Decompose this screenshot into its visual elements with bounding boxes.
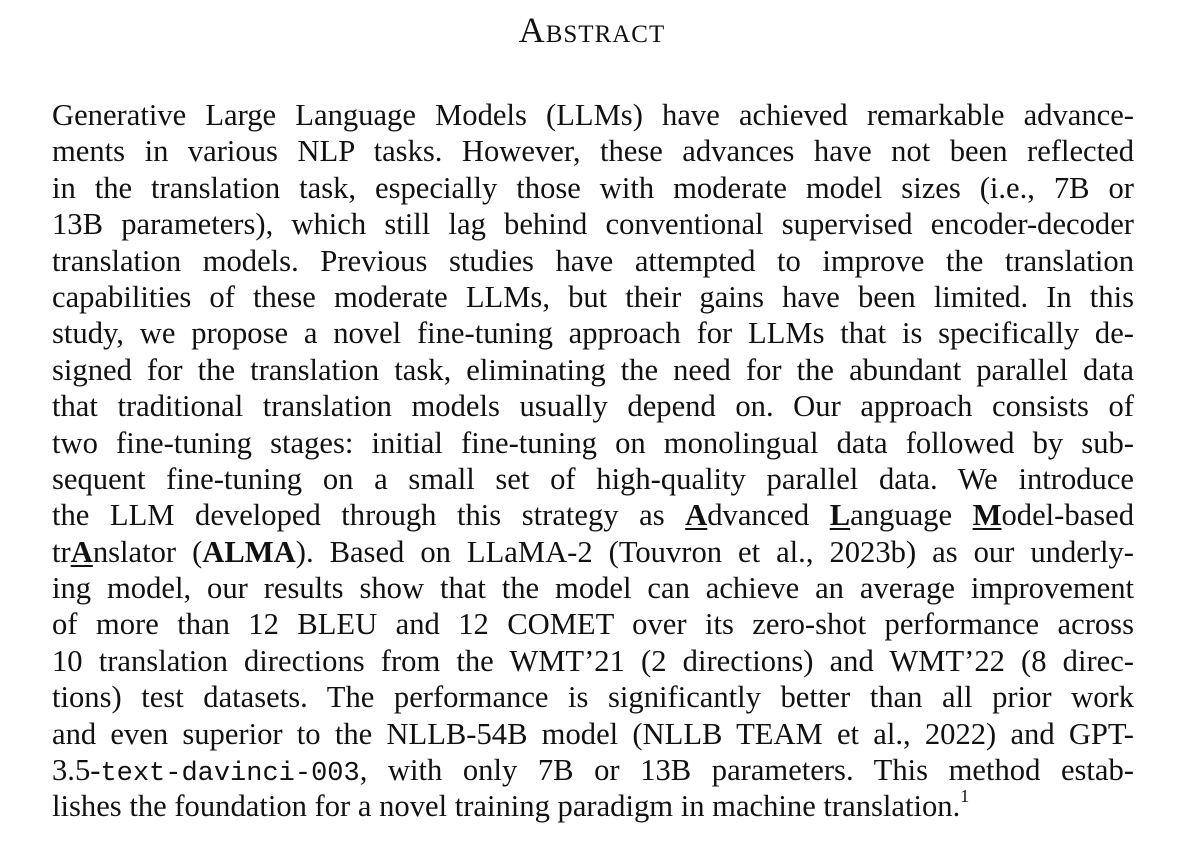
abstract-line: of more than 12 BLEU and 12 COMET over its zero-shot performance across	[52, 607, 1134, 642]
abstract-line: 10 translation directions from the WMT’21 (2 directions) and WMT’22 (8 direc-	[52, 643, 1134, 678]
abstract-line: that traditional translation models usually depend on. Our approach consists of	[52, 389, 1134, 424]
abstract-last-line	[52, 788, 1134, 824]
acronym-letter-a: A	[685, 498, 708, 533]
abstract-line-model-code	[52, 752, 1134, 788]
abstract-line: and even superior to the NLLB-54B model (NLLB TEAM et al., 2022) and GPT-	[52, 716, 1134, 751]
abstract-line: sequent fine-tuning on a small set of high-quality parallel data. We introduce	[52, 461, 1134, 496]
abstract-line: signed for the translation task, eliminating the need for the abundant parallel data	[52, 352, 1134, 387]
abstract-line: ments in various NLP tasks. However, these advances have not been reflected	[52, 134, 1134, 169]
abstract-line: capabilities of these moderate LLMs, but their gains have been limited. In this	[52, 279, 1134, 314]
model-code-name: text-davinci-003	[100, 759, 360, 790]
acronym-word-rest: nslator (	[92, 534, 203, 569]
abstract-line: tions) test datasets. The performance is significantly better than all prior work	[52, 680, 1134, 715]
acronym-word-start: tr	[52, 534, 71, 569]
acronym-word-rest: anguage	[850, 498, 973, 533]
acronym-prefix-text: the LLM developed through this strategy as	[52, 498, 686, 533]
abstract-line-acronym-definition	[52, 497, 1134, 533]
abstract-line: in the translation task, especially those with moderate model sizes (i.e., 7B or	[52, 170, 1134, 205]
alma-acronym: ALMA	[202, 534, 296, 569]
abstract-line-alma	[52, 534, 1134, 570]
abstract-line: 13B parameters), which still lag behind conventional supervised encoder-decoder	[52, 207, 1134, 242]
abstract-body	[52, 97, 1134, 825]
abstract-text: lishes the foundation for a novel training paradigm in machine translation.	[52, 789, 961, 824]
footnote-marker[interactable]: 1	[960, 786, 970, 807]
gpt-prefix: 3.5-	[52, 753, 101, 788]
abstract-line: Generative Large Language Models (LLMs) have achieved remarkable advance-	[52, 98, 1134, 132]
abstract-line: ing model, our results show that the model can achieve an average improvement	[52, 571, 1134, 606]
abstract-heading: Abstract	[518, 10, 666, 50]
acronym-letter-l: L	[829, 498, 851, 533]
abstract-line: two fine-tuning stages: initial fine-tuning on monolingual data followed by sub-	[52, 425, 1134, 460]
abstract-text: , with only 7B or 13B parameters. This method estab-	[359, 753, 1134, 788]
abstract-line: study, we propose a novel fine-tuning approach for LLMs that is specifically de-	[52, 316, 1134, 351]
acronym-word-rest: odel-based	[1001, 498, 1135, 533]
abstract-text: ). Based on LLaMA-2 (Touvron et al., 2023b) as our underly-	[295, 534, 1134, 569]
acronym-letter-a2: A	[70, 534, 93, 569]
abstract-line: translation models. Previous studies have attempted to improve the translation	[52, 243, 1134, 278]
acronym-letter-m: M	[972, 498, 1002, 533]
acronym-word-rest: dvanced	[707, 498, 830, 533]
